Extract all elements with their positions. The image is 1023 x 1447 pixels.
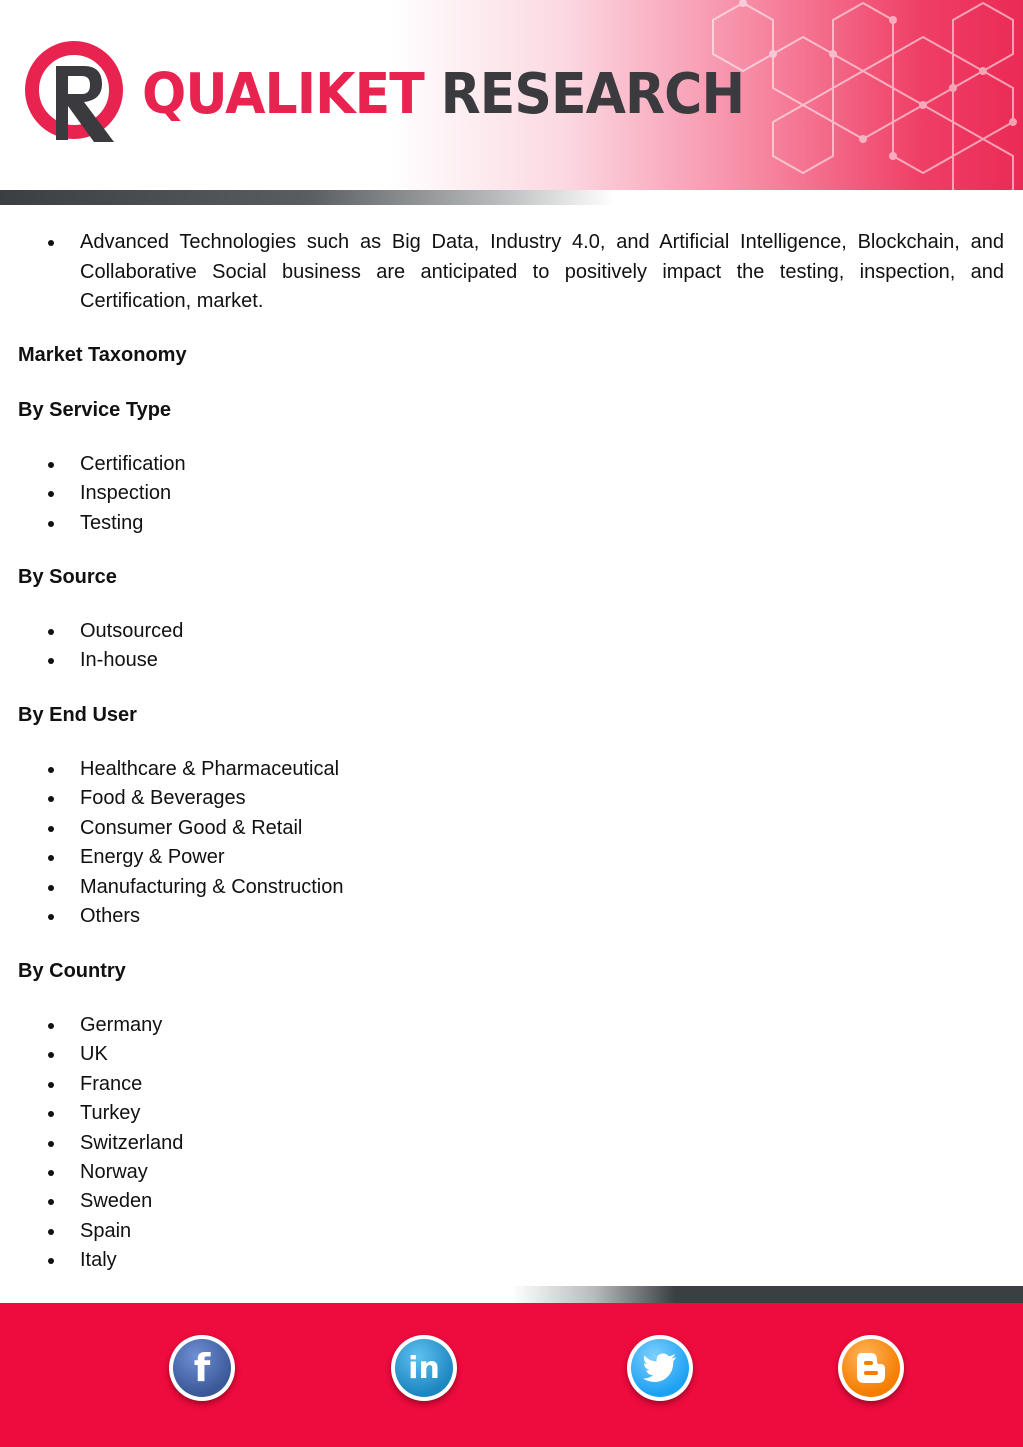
brand-name-primary: QUALIKET <box>142 62 424 127</box>
twitter-icon <box>631 1339 689 1397</box>
bullet-icon <box>48 1199 54 1205</box>
bullet-icon <box>48 1052 54 1058</box>
facebook-icon: f <box>173 1339 231 1397</box>
list-item-label: Germany <box>80 1014 163 1036</box>
list-item-label: Switzerland <box>80 1131 184 1154</box>
bullet-icon <box>48 462 54 468</box>
header-divider-bar <box>0 190 1023 205</box>
list-item <box>0 617 600 646</box>
facebook-link[interactable] <box>169 1335 235 1401</box>
list-item-label: Consumer Good & Retail <box>80 816 303 839</box>
list-item <box>0 1099 600 1128</box>
bullet-icon <box>48 658 54 664</box>
bullet-icon <box>48 1141 54 1147</box>
twitter-bird-icon <box>643 1353 677 1383</box>
end-user-heading: By End User <box>18 704 137 726</box>
bullet-icon <box>48 855 54 861</box>
bullet-icon <box>48 1111 54 1117</box>
list-item <box>0 1187 600 1216</box>
list-item-label: Sweden <box>80 1190 153 1213</box>
list-item-label: Energy & Power <box>80 846 225 869</box>
list-item <box>0 1129 600 1158</box>
list-item <box>0 873 600 902</box>
linkedin-icon: in <box>395 1339 453 1397</box>
bullet-icon <box>48 1170 54 1176</box>
bullet-icon <box>48 1229 54 1235</box>
end-user-list <box>0 755 600 931</box>
twitter-link[interactable] <box>627 1335 693 1401</box>
list-item <box>0 755 600 784</box>
list-item <box>0 814 600 843</box>
list-item <box>0 450 600 479</box>
list-item <box>0 1040 600 1069</box>
list-item-label: Italy <box>80 1249 117 1272</box>
list-item <box>0 646 600 675</box>
source-list <box>0 617 600 676</box>
intro-paragraph: Advanced Technologies such as Big Data, Industry 4.0, and Artificial Intelligence, Blockchain, and Collaborative Social business are anticipated to positively impact the testing, inspection, and Certification, market. <box>80 231 1004 312</box>
market-taxonomy-heading: Market Taxonomy <box>18 344 187 366</box>
qualiket-logo-icon <box>22 36 132 148</box>
bullet-icon <box>48 796 54 802</box>
list-item <box>0 902 600 931</box>
list-item-label: Manufacturing & Construction <box>80 875 344 898</box>
bullet-icon <box>48 914 54 920</box>
bullet-icon <box>48 491 54 497</box>
list-item-label: Certification <box>80 453 186 475</box>
list-item-label: UK <box>80 1043 108 1066</box>
list-item-label: In-house <box>80 649 158 672</box>
source-heading: By Source <box>18 566 117 588</box>
list-item <box>0 784 600 813</box>
list-item-label: Norway <box>80 1160 148 1183</box>
footer-divider-bar <box>0 1286 1023 1303</box>
country-list <box>0 1011 600 1276</box>
brand-name-secondary: RESEARCH <box>440 62 745 127</box>
brand-wordmark <box>142 60 744 130</box>
page-footer <box>0 1303 1023 1447</box>
linkedin-link[interactable] <box>391 1335 457 1401</box>
list-item <box>0 509 600 538</box>
service-type-heading: By Service Type <box>18 399 172 421</box>
bullet-icon <box>48 826 54 832</box>
list-item-label: Outsourced <box>80 620 184 642</box>
list-item <box>0 479 600 508</box>
list-item-label: France <box>80 1072 143 1095</box>
blogger-b-icon <box>855 1351 887 1385</box>
list-item <box>0 1246 600 1275</box>
list-item-label: Healthcare & Pharmaceutical <box>80 758 340 780</box>
bullet-icon <box>48 1258 54 1264</box>
bullet-icon <box>48 521 54 527</box>
bullet-icon <box>48 885 54 891</box>
blogger-link[interactable] <box>838 1335 904 1401</box>
page-header <box>0 0 1023 190</box>
bullet-icon <box>48 240 54 246</box>
list-item <box>0 1011 600 1040</box>
bullet-icon <box>48 629 54 635</box>
bullet-icon <box>48 767 54 773</box>
list-item-label: Testing <box>80 511 144 534</box>
list-item-label: Food & Beverages <box>80 787 246 810</box>
country-heading: By Country <box>18 960 126 982</box>
list-item-label: Turkey <box>80 1102 141 1125</box>
list-item <box>0 1070 600 1099</box>
bullet-icon <box>48 1082 54 1088</box>
blogger-icon <box>842 1339 900 1397</box>
list-item <box>0 843 600 872</box>
bullet-icon <box>48 1023 54 1029</box>
service-type-list <box>0 450 600 538</box>
list-item <box>0 1217 600 1246</box>
list-item-label: Spain <box>80 1219 132 1242</box>
list-item <box>0 1158 600 1187</box>
list-item-label: Others <box>80 904 141 927</box>
list-item-label: Inspection <box>80 482 172 505</box>
